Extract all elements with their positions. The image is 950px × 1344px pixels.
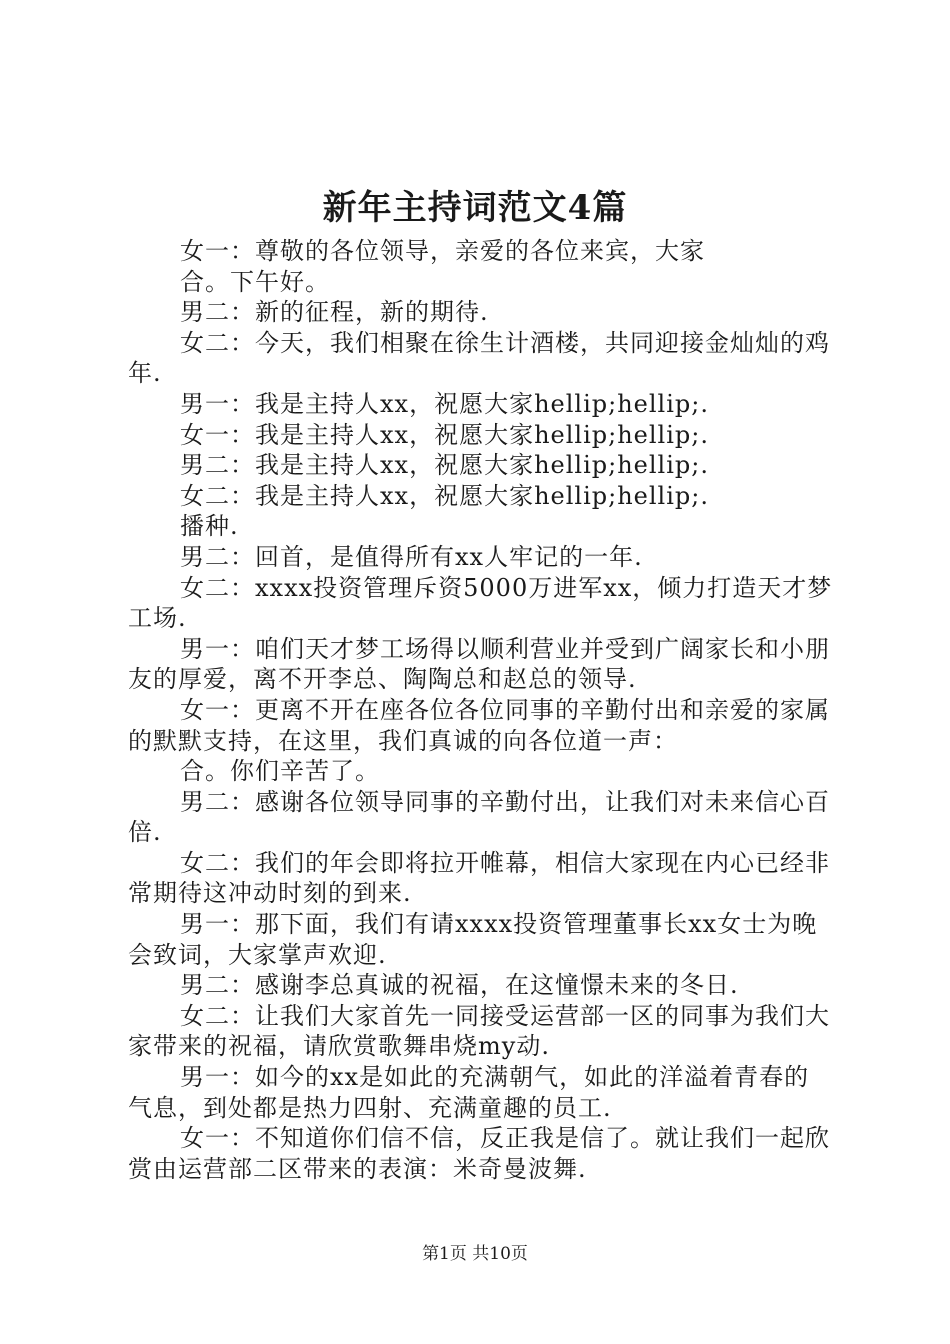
paragraph: 男一：那下面，我们有请xxxx投资管理董事长xx女士为晚会致词，大家掌声欢迎. xyxy=(128,910,818,969)
paragraph: 合。下午好。 xyxy=(180,267,330,296)
paragraph: 播种. xyxy=(180,512,239,541)
paragraph: 女二：让我们大家首先一同接受运营部一区的同事为我们大家带来的祝福，请欣赏歌舞串烧my动. xyxy=(128,1001,830,1061)
paragraph: 男二：新的征程，新的期待. xyxy=(180,298,489,327)
paragraph: 男二：我是主持人xx，祝愿大家hellip;hellip;. xyxy=(180,451,709,480)
paragraph: 男二：感谢李总真诚的祝福，在这憧憬未来的冬日. xyxy=(180,971,739,1000)
paragraph: 男一：咱们天才梦工场得以顺利营业并受到广阔家长和小朋友的厚爱，离不开李总、陶陶总和赵总的领导. xyxy=(128,634,830,694)
paragraph: 女一：我是主持人xx，祝愿大家hellip;hellip;. xyxy=(180,420,709,449)
paragraph: 女二：今天，我们相聚在徐生计酒楼，共同迎接金灿灿的鸡年. xyxy=(128,328,830,388)
paragraph: 男一：如今的xx是如此的充满朝气，如此的洋溢着青春的气息，到处都是热力四射、充满童趣的员工. xyxy=(128,1063,810,1122)
document-body xyxy=(128,236,834,1184)
page-footer: 第1页 共10页 xyxy=(422,1244,528,1264)
paragraph: 女一：更离不开在座各位各位同事的辛勤付出和亲爱的家属的默默支持，在这里，我们真诚的向各位道一声： xyxy=(128,695,830,755)
document-title: 新年主持词范文4篇 xyxy=(322,188,628,228)
paragraph: 女二：我是主持人xx，祝愿大家hellip;hellip;. xyxy=(180,481,709,510)
paragraph: 女一：尊敬的各位领导，亲爱的各位来宾，大家 xyxy=(180,237,705,265)
paragraph: 女二：xxxx投资管理斥资5000万进军xx，倾力打造天才梦工场. xyxy=(128,573,833,633)
paragraph: 女一：不知道你们信不信，反正我是信了。就让我们一起欣赏由运营部二区带来的表演：米奇曼波舞. xyxy=(128,1124,830,1183)
paragraph: 女二：我们的年会即将拉开帷幕，相信大家现在内心已经非常期待这冲动时刻的到来. xyxy=(128,848,830,908)
paragraph: 男二：感谢各位领导同事的辛勤付出，让我们对未来信心百倍. xyxy=(128,787,830,847)
paragraph: 男一：我是主持人xx，祝愿大家hellip;hellip;. xyxy=(180,389,709,418)
paragraph: 合。你们辛苦了。 xyxy=(180,757,380,786)
paragraph: 男二：回首，是值得所有xx人牢记的一年. xyxy=(180,542,643,571)
